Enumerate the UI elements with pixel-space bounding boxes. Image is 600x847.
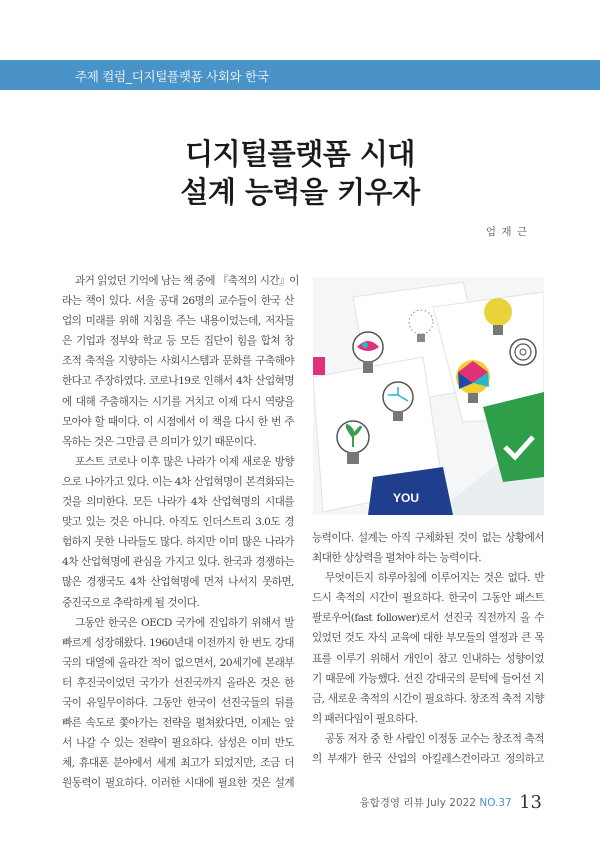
text-line: 기 때문에 가능했다. 선진 강대국의 문턱에 들어선 지 [312, 672, 544, 685]
article-title-line-1: 디지털플랫폼 시대 [185, 137, 415, 171]
text-line: 에 대해 주춤해지는 시기를 거치고 이제 다시 역량을 [62, 395, 294, 408]
text-line: 한다고 주장하였다. 코로나19로 인해서 4차 산업혁명 [62, 375, 294, 388]
text-line: 체, 휴대폰 분야에서 세계 최고가 되었지만, 조금 더 [62, 757, 294, 770]
text-line: 드시 축적의 시간이 필요하다. 한국이 그동안 패스트 [312, 592, 544, 605]
text-line: 으로 나아가고 있다. 이는 4차 산업혁명이 본격화되는 [62, 475, 294, 488]
text-line: 의 패러다임이 필요하다. [312, 712, 418, 725]
text-line: 많은 경쟁국도 4차 산업혁명에 먼저 나서지 못하면, [62, 576, 294, 589]
text-line: 국의 대열에 올라간 적이 없으면서, 20세기에 본래부 [62, 656, 294, 669]
text-line: 조적 축적을 지향하는 사회시스템과 문화를 구축해야 [62, 355, 294, 368]
text-line: 터 후진국이었던 국가가 선진국까지 올라온 것은 한 [62, 676, 294, 689]
text-line: 능력이다. 설계는 아직 구체화된 것이 없는 상황에서 [312, 532, 544, 544]
magazine-name: 융합경영 리뷰 [359, 797, 424, 809]
text-line: 무엇이든지 하루아침에 이루어지는 것은 없다. 반 [325, 572, 544, 585]
issue-date: July 2022 [427, 797, 476, 809]
lightbulb-cards-photo [313, 277, 544, 515]
issue-number: NO.37 [479, 797, 512, 809]
text-line: 금, 새로운 축적의 시간이 필요하다. 창조적 축적 지향 [312, 692, 544, 705]
text-line: 국이 유일무이하다. 그동안 한국이 선진국들의 뒤를 [62, 696, 294, 709]
text-line: 4차 산업혁명에 관심을 가지고 있다. 한국과 경쟁하는 [62, 556, 294, 569]
text-line: 팔로우어(fast follower)로서 선진국 직전까지 올 수 [312, 612, 544, 625]
text-line: 목하는 것은 그만큼 큰 의미가 있기 때문이다. [62, 435, 257, 448]
text-line: 의 부재가 한국 산업의 아킬레스건이라고 정의하고 [312, 753, 544, 766]
topic-banner-label: 주제 컬럼_디지털플랫폼 사회와 한국 [75, 69, 269, 84]
text-line: 맞고 있는 것은 아니다. 아직도 인더스트리 3.0도 경 [62, 516, 294, 529]
text-line: 과거 읽었던 기억에 남는 책 중에 『축적의 시간』이 [75, 275, 299, 287]
svg-text:YOU: YOU [393, 491, 420, 505]
text-line: 빠르게 성장해왔다. 1960년대 이전까지 한 번도 강대 [62, 636, 294, 649]
page-number: 13 [519, 792, 542, 813]
text-line: 원동력이 필요하다. 이러한 시대에 필요한 것은 설계 [62, 777, 294, 790]
text-line: 은 기업과 정부와 학교 등 모든 집단이 힘을 합쳐 창 [62, 335, 294, 348]
text-line: 공동 저자 중 한 사람인 이정동 교수는 창조적 축적 [325, 732, 544, 745]
article-title-line-2: 설계 능력을 키우자 [180, 175, 420, 209]
text-line: 업의 미래를 위해 지침을 주는 내용이었는데, 저자들 [62, 315, 294, 328]
text-line: 표를 이루기 위해서 개인이 참고 인내하는 성향이었 [312, 652, 544, 665]
text-line: 라는 책이 있다. 서울 공대 26명의 교수들이 한국 산 [62, 295, 294, 308]
topic-banner [0, 60, 600, 90]
text-line: 모아야 할 때이다. 이 시점에서 이 책을 다시 한 번 주 [62, 415, 294, 428]
text-line: 서 나갈 수 있는 전략이 필요하다. 삼성은 이미 반도 [62, 737, 294, 750]
text-line: 것을 의미한다. 모든 나라가 4차 산업혁명의 시대를 [62, 496, 294, 509]
right-text-column [312, 528, 544, 769]
text-line: 포스트 코로나 이후 많은 나라가 이제 새로운 방향 [75, 455, 294, 468]
page-footer [360, 792, 543, 813]
author-name: 엄 재 근 [485, 226, 528, 238]
text-line: 중진국으로 추락하게 될 것이다. [62, 596, 200, 609]
text-line: 험하지 못한 나라들도 많다. 하지만 이미 많은 나라가 [62, 536, 294, 549]
left-text-column [62, 271, 299, 793]
text-line: 빠른 속도로 쫓아가는 전략을 펼쳐왔다면, 이제는 앞 [62, 717, 294, 730]
text-line: 있었던 것도 자식 교육에 대한 부모들의 열정과 큰 목 [312, 632, 544, 645]
text-line: 그동안 한국은 OECD 국가에 진입하기 위해서 발 [75, 616, 294, 629]
text-line: 최대한 상상력을 펼쳐야 하는 능력이다. [312, 552, 482, 565]
